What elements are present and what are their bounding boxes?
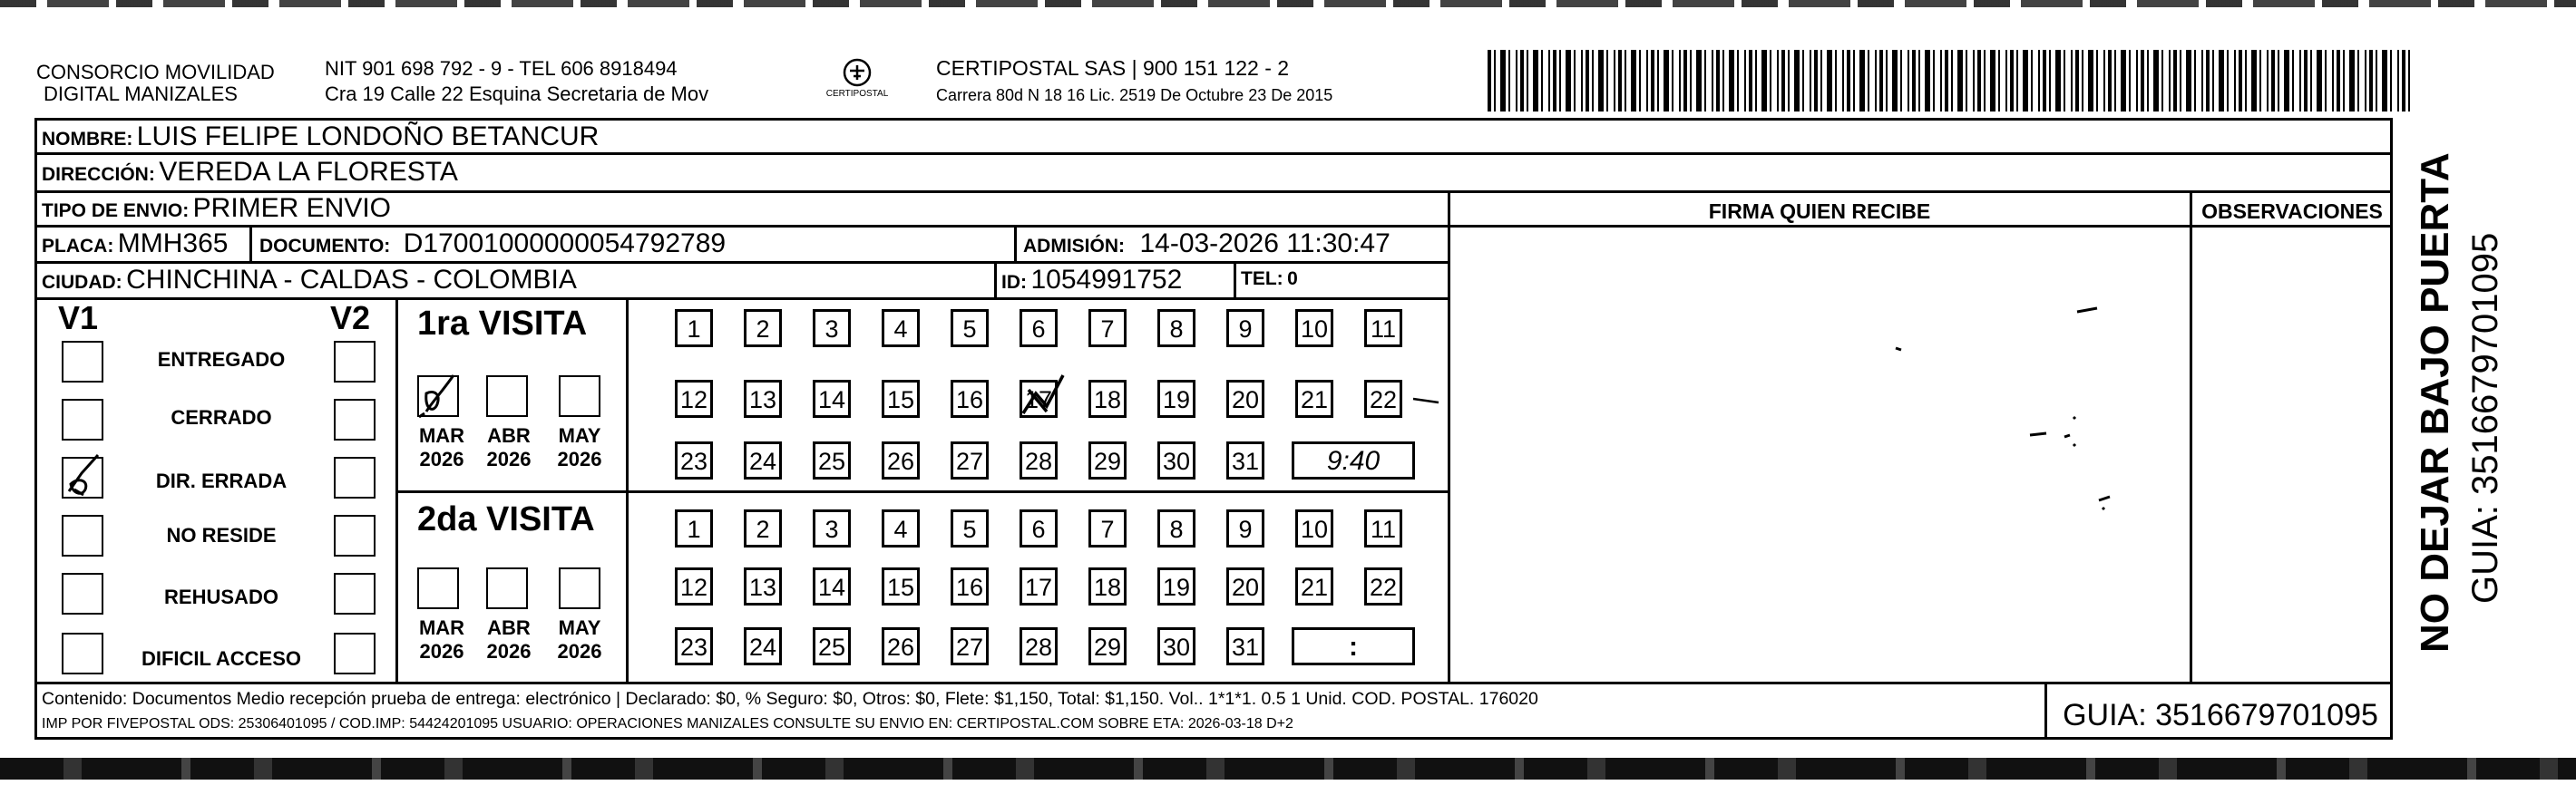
visit2-day[interactable]: 23: [675, 627, 713, 665]
company-line-2: DIGITAL MANIZALES: [44, 82, 238, 105]
visit1-day[interactable]: 30: [1157, 441, 1195, 480]
visit2-title: 2da VISITA: [417, 500, 595, 538]
footer-content-line: Contenido: Documentos Medio recepción prueba de entrega: electrónico | Declarado: $0, % Seguro: $0, Otros: $0, Flete: $1,150, Total: $1,150. Vol.. 1*1*1. 0.5 1 Unid. COD. POSTAL. 176020: [42, 689, 1538, 709]
visit2-day[interactable]: 15: [882, 567, 920, 606]
visit1-day[interactable]: 23: [675, 441, 713, 480]
visit2-day[interactable]: 10: [1295, 509, 1333, 548]
v1-no-reside-checkbox[interactable]: [62, 515, 103, 557]
visit2-day[interactable]: 13: [744, 567, 782, 606]
v2-entregado-checkbox[interactable]: [334, 341, 376, 383]
v2-dir-errada-checkbox[interactable]: [334, 457, 376, 499]
visit1-title: 1ra VISITA: [417, 305, 588, 343]
v1-cerrado-checkbox[interactable]: [62, 399, 103, 441]
v1-entregado-checkbox[interactable]: [62, 341, 103, 383]
visit1-month-may-label: [548, 424, 611, 471]
carrier-line-1: CERTIPOSTAL SAS | 900 151 122 - 2: [936, 56, 1290, 80]
v1-dificil-acceso-checkbox[interactable]: [62, 633, 103, 674]
visit2-day[interactable]: 6: [1020, 509, 1058, 548]
id-field: [1001, 265, 1182, 296]
column-divider: [1448, 190, 1450, 683]
visit2-day[interactable]: 17: [1020, 567, 1058, 606]
id-value: 1054991752: [1030, 265, 1183, 295]
city-field: [42, 265, 577, 296]
visit1-day[interactable]: 15: [882, 380, 920, 418]
visit2-day[interactable]: 4: [882, 509, 920, 548]
carrier-line-2: Carrera 80d N 18 16 Lic. 2519 De Octubre 23 De 2015: [936, 86, 1333, 104]
visit1-day[interactable]: 24: [744, 441, 782, 480]
visit1-day[interactable]: 9: [1226, 309, 1264, 347]
address-line: Cra 19 Calle 22 Esquina Secretaria de Mov: [325, 82, 709, 105]
address-label: DIRECCIÓN:: [42, 164, 155, 185]
visit1-day[interactable]: 31: [1226, 441, 1264, 480]
visit1-day[interactable]: 10: [1295, 309, 1333, 347]
company-contact: [325, 58, 708, 105]
name-value: LUIS FELIPE LONDOÑO BETANCUR: [136, 121, 600, 151]
visit2-day[interactable]: 14: [813, 567, 851, 606]
month-year: 2026: [419, 448, 464, 470]
visit1-day[interactable]: 12: [675, 380, 713, 418]
tel-value: 0: [1287, 268, 1298, 289]
id-label: ID:: [1001, 272, 1027, 293]
visit2-day[interactable]: 31: [1226, 627, 1264, 665]
visit1-day[interactable]: 18: [1088, 380, 1127, 418]
month-year: 2026: [486, 448, 532, 470]
footer-print-line: IMP POR FIVEPOSTAL ODS: 25306401095 / COD.IMP: 54424201095 USUARIO: OPERACIONES MANIZALES CONSULTE SU ENVIO EN: CERTIPOSTAL.COM SOBRE ETA: 2026-03-18 D+2: [42, 716, 1293, 732]
company-name: [36, 62, 275, 105]
v2-dificil-acceso-checkbox[interactable]: [334, 633, 376, 674]
visit1-month-mar-label: [410, 424, 473, 471]
visit1-day[interactable]: 26: [882, 441, 920, 480]
carrier-info: [936, 56, 1332, 105]
visit2-day[interactable]: 3: [813, 509, 851, 548]
visit1-day-check-mark: [1016, 370, 1070, 424]
visit1-day[interactable]: 1: [675, 309, 713, 347]
visit2-day[interactable]: 20: [1226, 567, 1264, 606]
visit2-day[interactable]: 27: [951, 627, 989, 665]
visit1-time[interactable]: 9:40: [1292, 441, 1415, 480]
visit1-day[interactable]: 7: [1088, 309, 1127, 347]
row-divider: [34, 152, 2393, 155]
month-name: MAR: [418, 424, 465, 447]
scan-edge-bottom: [0, 758, 2576, 780]
cell-divider: [1014, 227, 1017, 263]
visit1-day[interactable]: 6: [1020, 309, 1058, 347]
footer-guia: GUIA: 3516679701095: [2063, 698, 2378, 732]
plate-field: [42, 228, 228, 259]
send-type-label: TIPO DE ENVIO:: [42, 200, 190, 221]
plate-value: MMH365: [117, 228, 229, 258]
row-divider: [395, 490, 628, 493]
visit2-day[interactable]: 29: [1088, 627, 1127, 665]
row-divider: [34, 225, 1449, 228]
plate-label: PLACA:: [42, 236, 114, 257]
status-label-dificil-acceso: DIFICIL ACCESO: [141, 647, 301, 670]
send-type-value: PRIMER ENVIO: [192, 193, 392, 223]
visit1-mar-check-mark: [414, 366, 468, 421]
column-divider: [2190, 190, 2192, 683]
visit2-day[interactable]: 24: [744, 627, 782, 665]
cell-divider: [994, 263, 997, 299]
month-year: 2026: [557, 640, 602, 663]
barcode: [1488, 50, 2413, 111]
month-name: ABR: [487, 616, 531, 639]
visit2-day[interactable]: 30: [1157, 627, 1195, 665]
visit1-day[interactable]: 22: [1364, 380, 1402, 418]
month-year: 2026: [486, 640, 532, 663]
visit2-day[interactable]: 22: [1364, 567, 1402, 606]
visit1-month-may-checkbox[interactable]: [559, 375, 600, 417]
certipostal-logo: [821, 54, 893, 109]
v2-no-reside-checkbox[interactable]: [334, 515, 376, 557]
row-divider: [34, 297, 1449, 300]
visit2-day[interactable]: 19: [1157, 567, 1195, 606]
visit2-day[interactable]: 2: [744, 509, 782, 548]
visit1-day[interactable]: 28: [1020, 441, 1058, 480]
visit2-month-may-checkbox[interactable]: [559, 567, 600, 609]
row-divider: [34, 261, 1449, 264]
document-value: D17001000000054792789: [403, 228, 727, 258]
visit1-day[interactable]: 11: [1364, 309, 1402, 347]
visit2-day[interactable]: 18: [1088, 567, 1127, 606]
visit1-day[interactable]: 5: [951, 309, 989, 347]
visit1-day[interactable]: 20: [1226, 380, 1264, 418]
status-label-entregado: ENTREGADO: [157, 348, 286, 371]
visit1-day-selected[interactable]: 17: [1020, 380, 1058, 418]
visit2-month-abr-label: [477, 616, 541, 664]
visit2-day[interactable]: 16: [951, 567, 989, 606]
status-label-rehusado: REHUSADO: [164, 586, 278, 608]
scan-edge-top: [0, 0, 2576, 7]
visit2-month-may-label: [548, 616, 611, 664]
admission-field: [1023, 228, 1390, 259]
visit1-day[interactable]: 21: [1295, 380, 1333, 418]
cell-divider: [1234, 263, 1236, 299]
month-year: 2026: [419, 640, 464, 663]
visit2-day[interactable]: 7: [1088, 509, 1127, 548]
visit1-day[interactable]: 8: [1157, 309, 1195, 347]
month-name: MAY: [558, 424, 601, 447]
visit1-day[interactable]: 13: [744, 380, 782, 418]
address-field: [42, 157, 458, 188]
city-value: CHINCHINA - CALDAS - COLOMBIA: [126, 265, 577, 295]
visit2-day[interactable]: 28: [1020, 627, 1058, 665]
v2-cerrado-checkbox[interactable]: [334, 399, 376, 441]
visit2-month-mar-label: [410, 616, 473, 664]
cell-divider: [249, 227, 252, 263]
visit2-day[interactable]: 11: [1364, 509, 1402, 548]
admission-value: 14-03-2026 11:30:47: [1139, 228, 1390, 258]
visit2-day[interactable]: 21: [1295, 567, 1333, 606]
document-label: DOCUMENTO:: [259, 236, 391, 257]
signature-column-header: FIRMA QUIEN RECIBE: [1708, 199, 1931, 223]
visit1-day[interactable]: 29: [1088, 441, 1127, 480]
pen-mark: [1411, 390, 1448, 408]
v1-dir-errada-check-mark: [62, 450, 111, 500]
v1-header: V1: [58, 299, 99, 336]
document-field: [259, 228, 726, 259]
visit1-day[interactable]: 3: [813, 309, 851, 347]
city-label: CIUDAD:: [42, 272, 122, 293]
status-label-no-reside: NO RESIDE: [166, 524, 277, 547]
month-name: ABR: [487, 424, 531, 447]
name-label: NOMBRE:: [42, 129, 133, 150]
visit2-month-abr-checkbox[interactable]: [486, 567, 528, 609]
status-label-cerrado: CERRADO: [171, 406, 272, 429]
visit2-day[interactable]: 5: [951, 509, 989, 548]
row-divider: [1448, 225, 2393, 228]
visit1-day[interactable]: 14: [813, 380, 851, 418]
footer-divider: [2044, 683, 2047, 740]
visit1-month-abr-checkbox[interactable]: [486, 375, 528, 417]
visit1-day[interactable]: 16: [951, 380, 989, 418]
row-divider: [626, 490, 1449, 493]
tel-field: [1241, 268, 1298, 290]
month-name: MAR: [418, 616, 465, 639]
visit1-month-abr-label: [477, 424, 541, 471]
visit2-day[interactable]: 26: [882, 627, 920, 665]
visit2-month-mar-checkbox[interactable]: [417, 567, 459, 609]
visit2-day[interactable]: 12: [675, 567, 713, 606]
visit1-day[interactable]: 25: [813, 441, 851, 480]
name-field: [42, 121, 599, 152]
nit-line: NIT 901 698 792 - 9 - TEL 606 8918494: [325, 57, 678, 80]
v2-rehusado-checkbox[interactable]: [334, 573, 376, 615]
side-warning-text: NO DEJAR BAJO PUERTA: [2413, 152, 2457, 653]
visit1-day[interactable]: 4: [882, 309, 920, 347]
visit2-day[interactable]: 8: [1157, 509, 1195, 548]
admission-label: ADMISIÓN:: [1023, 236, 1125, 257]
row-divider: [34, 682, 2393, 684]
visit1-day[interactable]: 2: [744, 309, 782, 347]
v2-header: V2: [330, 299, 371, 336]
visit1-day[interactable]: 27: [951, 441, 989, 480]
visit1-day[interactable]: 19: [1157, 380, 1195, 418]
visit2-day[interactable]: 1: [675, 509, 713, 548]
tel-label: TEL:: [1241, 268, 1283, 289]
month-year: 2026: [557, 448, 602, 470]
visit2-time[interactable]: :: [1292, 627, 1415, 665]
side-guia-text: GUIA: 3516679701095: [2465, 232, 2505, 604]
visit2-day[interactable]: 25: [813, 627, 851, 665]
address-value: VEREDA LA FLORESTA: [159, 157, 458, 187]
v1-rehusado-checkbox[interactable]: [62, 573, 103, 615]
logo-text: CERTIPOSTAL: [825, 89, 889, 99]
visit2-day[interactable]: 9: [1226, 509, 1264, 548]
month-name: MAY: [558, 616, 601, 639]
status-label-dir-errada: DIR. ERRADA: [155, 470, 288, 492]
send-type-field: [42, 193, 391, 224]
observations-column-header: OBSERVACIONES: [2201, 199, 2383, 223]
signature-marks: [1887, 299, 2159, 526]
company-line-1: CONSORCIO MOVILIDAD: [36, 61, 275, 83]
